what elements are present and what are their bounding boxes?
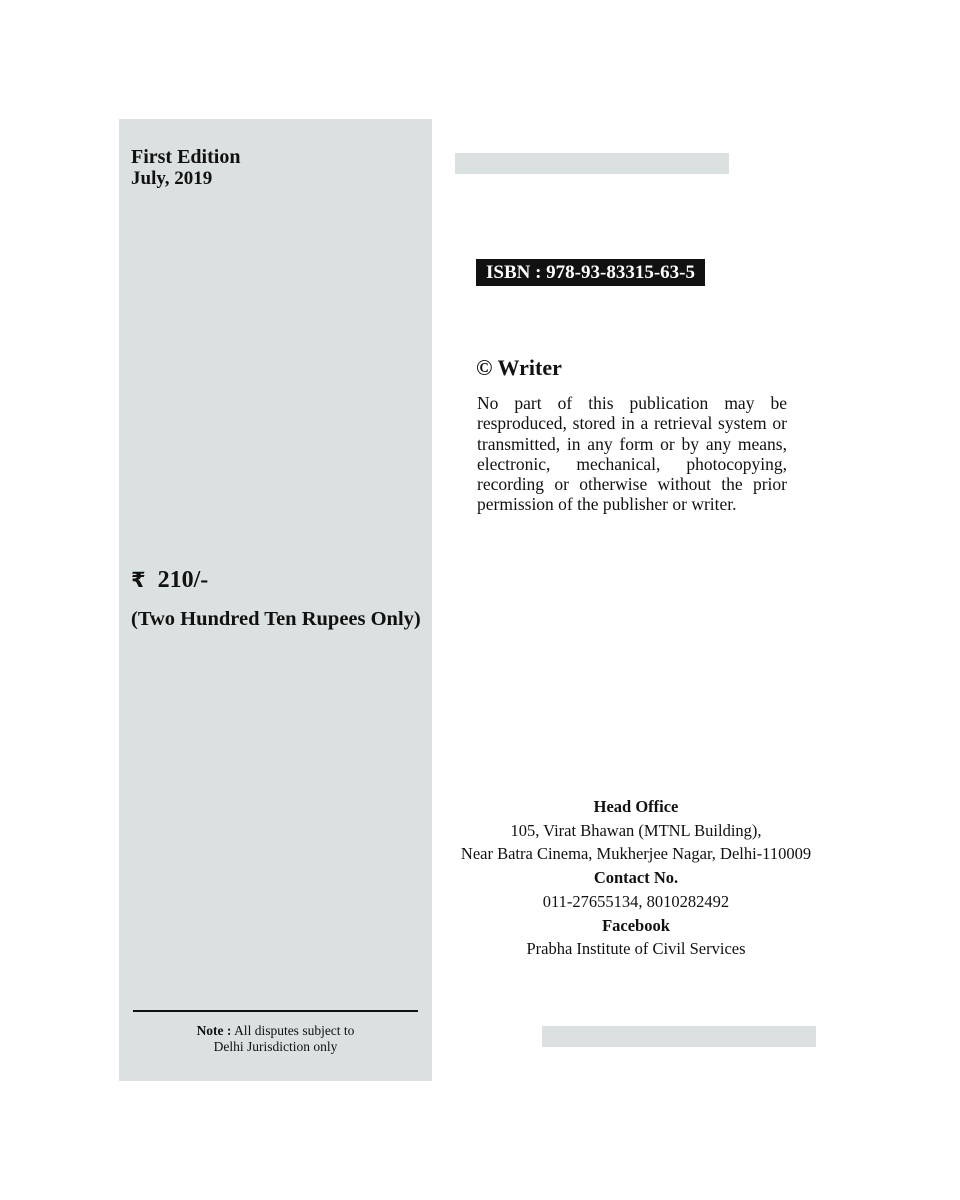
address-line-2: Near Batra Cinema, Mukherjee Nagar, Delhi-110009 xyxy=(460,844,812,864)
contact-label: Contact No. xyxy=(593,868,679,888)
edition-date: July, 2019 xyxy=(131,168,213,189)
isbn-label: ISBN : 978-93-83315-63-5 xyxy=(476,259,705,286)
decorative-bar-bottom xyxy=(542,1026,816,1047)
price-amount: 210/- xyxy=(157,567,209,593)
contact-numbers: 011-27655134, 8010282492 xyxy=(542,891,730,911)
decorative-bar-top xyxy=(455,153,729,174)
price-in-words: (Two Hundred Ten Rupees Only) xyxy=(131,608,421,630)
note-text-line1: All disputes subject to xyxy=(234,1023,355,1038)
copyright-notice: No part of this publication may be resproduced, stored in a retrieval system or transmitted, in any form or by any means, electronic, mechanical, photocopying, recording or otherwise without the prior permission of the publisher or writer. xyxy=(477,393,787,515)
facebook-label: Facebook xyxy=(602,915,670,935)
note-label: Note : xyxy=(196,1023,232,1038)
price xyxy=(131,565,208,595)
rupee-icon: ₹ xyxy=(131,568,146,592)
note-divider xyxy=(133,1010,418,1012)
head-office-label: Head Office xyxy=(593,797,679,816)
facebook-name: Prabha Institute of Civil Services xyxy=(526,939,746,959)
address-line-1: 105, Virat Bhawan (MTNL Building), xyxy=(510,820,762,840)
left-info-panel xyxy=(119,119,432,1081)
note-text-line2: Delhi Jurisdiction only xyxy=(213,1038,338,1054)
jurisdiction-note xyxy=(119,1023,432,1054)
head-office-block xyxy=(436,795,836,961)
edition-title: First Edition xyxy=(131,146,241,168)
copyright-title: © Writer xyxy=(476,355,562,380)
